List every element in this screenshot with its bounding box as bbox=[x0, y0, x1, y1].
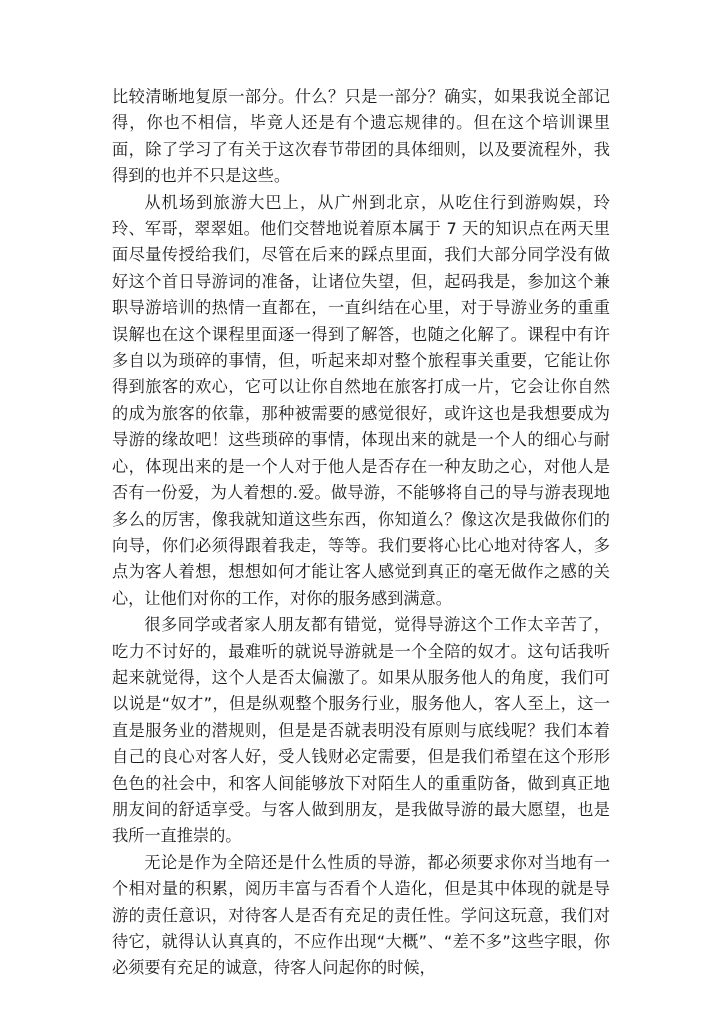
paragraph-2: 从机场到旅游大巴上，从广州到北京，从吃住行到游购娱，玲玲、军哥，翠翠姐。他们交替地说着原本属于 7 天的知识点在两天里面尽量传授给我们，尽管在后来的踩点里面，我们大部分同学没有做好这个首日导游词的准备，让诸位失望，但，起码我是，参加这个兼职导游培训的热情一直都在，一直纠结在心里，对于导游业务的重重误解也在这个课程里面逐一得到了解答，也随之化解了。课程中有许多自以为琐碎的事情，但，听起来却对整个旅程事关重要，它能让你得到旅客的欢心，它可以让你自然地在旅客打成一片，它会让你自然的成为旅客的依靠，那种被需要的感觉很好，或许这也是我想要成为导游的缘故吧！这些琐碎的事情，体现出来的就是一个人的细心与耐心，体现出来的是一个人对于他人是否存在一种友助之心，对他人是否有一份爱，为人着想的.爱。做导游，不能够将自己的导与游表现地多么的厉害，像我就知道这些东西，你知道么？像这次是我做你们的向导，你们必须得跟着我走，等等。我们要将心比心地对待客人，多点为客人着想，想想如何才能让客人感觉到真正的毫无做作之感的关心，让他们对你的工作，对你的服务感到满意。 bbox=[112, 192, 610, 608]
paragraph-4: 无论是作为全陪还是什么性质的导游，都必须要求你对当地有一个相对量的积累，阅历丰富与否看个人造化，但是其中体现的就是导游的责任意识，对待客人是否有充足的责任性。学问这玩意，我们对待它，就得认认真真的，不应作出现“大概”、“差不多”这些字眼，你必须要有充足的诚意，待客人问起你的时候， bbox=[112, 852, 610, 978]
paragraph-3: 很多同学或者家人朋友都有错觉，觉得导游这个工作太辛苦了，吃力不讨好的，最难听的就说导游就是一个全陪的奴才。这句话我听起来就觉得，这个人是否太偏激了。如果从服务他人的角度，我们可以说是“奴才”，但是纵观整个服务行业，服务他人，客人至上，这一直是服务业的潜规则，但是是否就表明没有原则与底线呢？我们本着自己的良心对客人好，受人钱财必定需要，但是我们希望在这个形形色色的社会中，和客人间能够放下对陌生人的重重防备，做到真正地朋友间的舒适享受。与客人做到朋友，是我做导游的最大愿望，也是我所一直推崇的。 bbox=[112, 615, 610, 846]
paragraph-1: 比较清晰地复原一部分。什么？只是一部分？确实，如果我说全部记得，你也不相信，毕竟人还是有个遗忘规律的。但在这个培训课里面，除了学习了有关于这次春节带团的具体细则，以及要流程外，我得到的也并不只是这些。 bbox=[112, 87, 610, 186]
document-body bbox=[112, 84, 610, 982]
